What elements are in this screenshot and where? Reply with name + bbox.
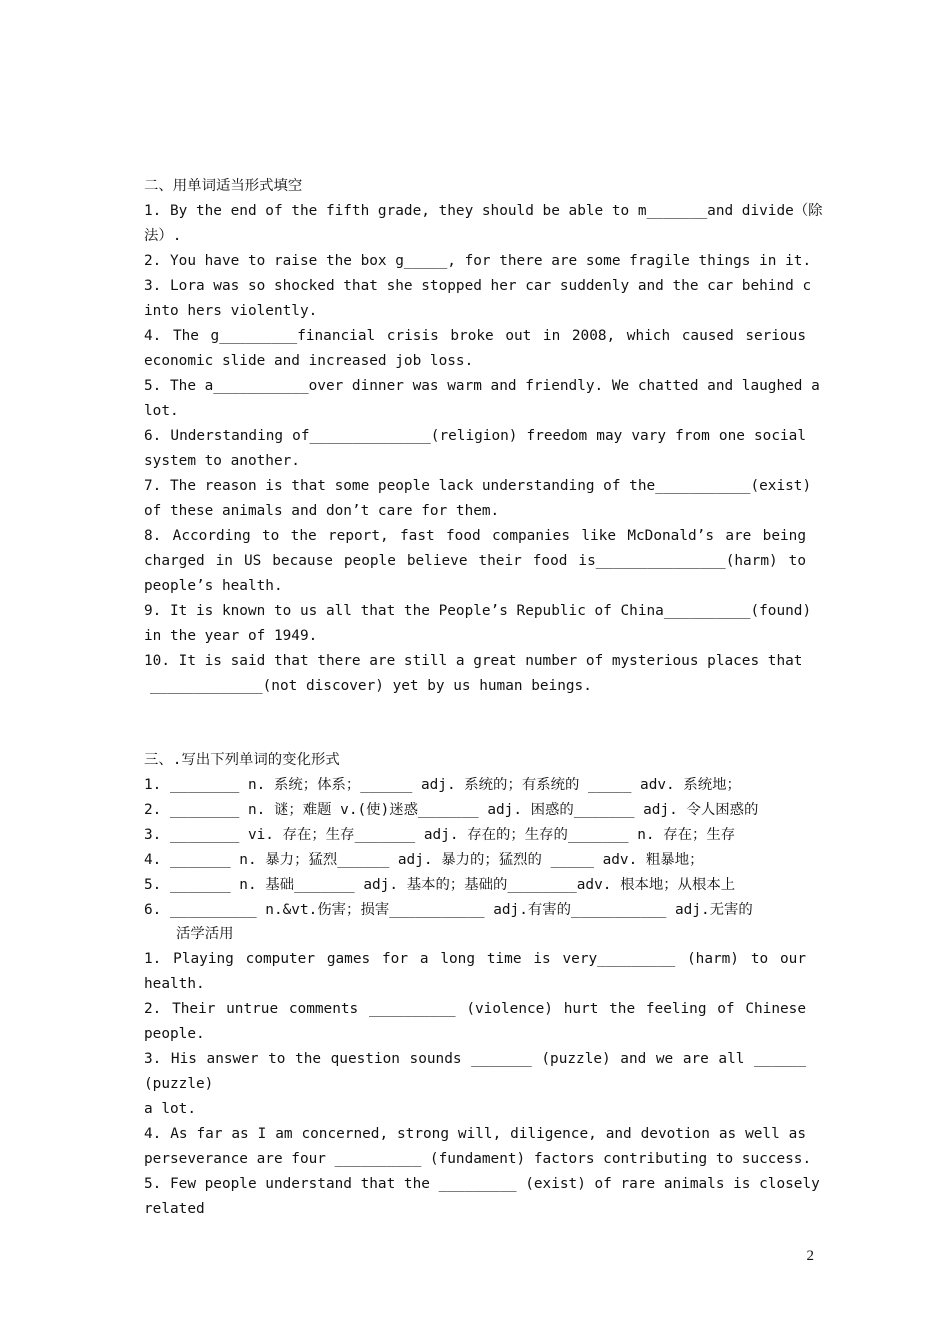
s2-line-5: into hers violently.	[144, 303, 318, 319]
practice-line-5: 3. His answer to the question sounds _______ (puzzle) and we are all ______	[144, 1051, 806, 1067]
practice-line-8: 4. As far as I am concerned, strong will, diligence, and devotion as well as	[144, 1126, 806, 1142]
section-3-subtitle: 活学活用	[176, 926, 234, 942]
s2-line-8: 5. The a___________over dinner was warm and friendly. We chatted and laughed a	[144, 378, 820, 394]
section-2-title: 二、用单词适当形式填空	[144, 178, 303, 194]
s2-line-13: of these animals and don’t care for them.	[144, 503, 500, 519]
s2-line-6: 4. The g_________financial crisis broke out in 2008, which caused serious	[144, 328, 806, 344]
s2-line-4: 3. Lora was so shocked that she stopped her car suddenly and the car behind c	[144, 278, 812, 294]
s3-line-6: 6. __________ n.&vt.伤害；损害___________ adj.有害的___________ adj.无害的	[144, 902, 753, 918]
s3-line-2: 2. ________ n. 谜；难题 v.(使)迷惑_______ adj. 困惑的_______ adj. 令人困惑的	[144, 802, 759, 818]
s2-line-7: economic slide and increased job loss.	[144, 353, 474, 369]
s3-line-5: 5. _______ n. 基础_______ adj. 基本的；基础的________adv. 根本地；从根本上	[144, 877, 736, 893]
practice-line-6: (puzzle)	[144, 1076, 214, 1092]
page-number: 2	[806, 1248, 814, 1264]
practice-line-7: a lot.	[144, 1101, 196, 1117]
practice-line-4: people.	[144, 1026, 205, 1042]
practice-line-10: 5. Few people understand that the _________ (exist) of rare animals is closely	[144, 1176, 820, 1192]
s2-line-17: 9. It is known to us all that the People’s Republic of China__________(found)	[144, 603, 812, 619]
s2-line-16: people’s health.	[144, 578, 283, 594]
practice-line-11: related	[144, 1201, 205, 1217]
s2-line-14: 8. According to the report, fast food companies like McDonald’s are being	[144, 528, 806, 544]
s3-line-3: 3. ________ vi. 存在；生存_______ adj. 存在的；生存的_______ n. 存在；生存	[144, 827, 736, 843]
s2-line-10: 6. Understanding of______________(religion) freedom may vary from one social	[144, 428, 806, 444]
practice-line-3: 2. Their untrue comments __________ (violence) hurt the feeling of Chinese	[144, 1001, 806, 1017]
s2-line-18: in the year of 1949.	[144, 628, 318, 644]
practice-line-2: health.	[144, 976, 205, 992]
practice-line-9: perseverance are four __________ (fundament) factors contributing to success.	[144, 1151, 812, 1167]
s2-line-1: 1. By the end of the fifth grade, they should be able to m_______and divide（除	[144, 203, 823, 219]
section-3-title: 三、.写出下列单词的变化形式	[144, 752, 340, 768]
practice-line-1: 1. Playing computer games for a long time is very_________ (harm) to our	[144, 951, 806, 967]
s2-line-3: 2. You have to raise the box g_____, for there are some fragile things in it.	[144, 253, 812, 269]
s2-line-20: _____________(not discover) yet by us human beings.	[150, 678, 592, 694]
s2-line-12: 7. The reason is that some people lack understanding of the___________(exist)	[144, 478, 812, 494]
s3-line-4: 4. _______ n. 暴力；猛烈______ adj. 暴力的；猛烈的 _____ adv. 粗暴地；	[144, 852, 704, 868]
s2-line-2: 法）.	[144, 228, 182, 244]
s2-line-15: charged in US because people believe their food is_______________(harm) to	[144, 553, 806, 569]
s2-line-11: system to another.	[144, 453, 300, 469]
s2-line-9: lot.	[144, 403, 179, 419]
s2-line-19: 10. It is said that there are still a great number of mysterious places that	[144, 653, 803, 669]
s3-line-1: 1. ________ n. 系统；体系；______ adj. 系统的；有系统的 _____ adv. 系统地；	[144, 777, 741, 793]
